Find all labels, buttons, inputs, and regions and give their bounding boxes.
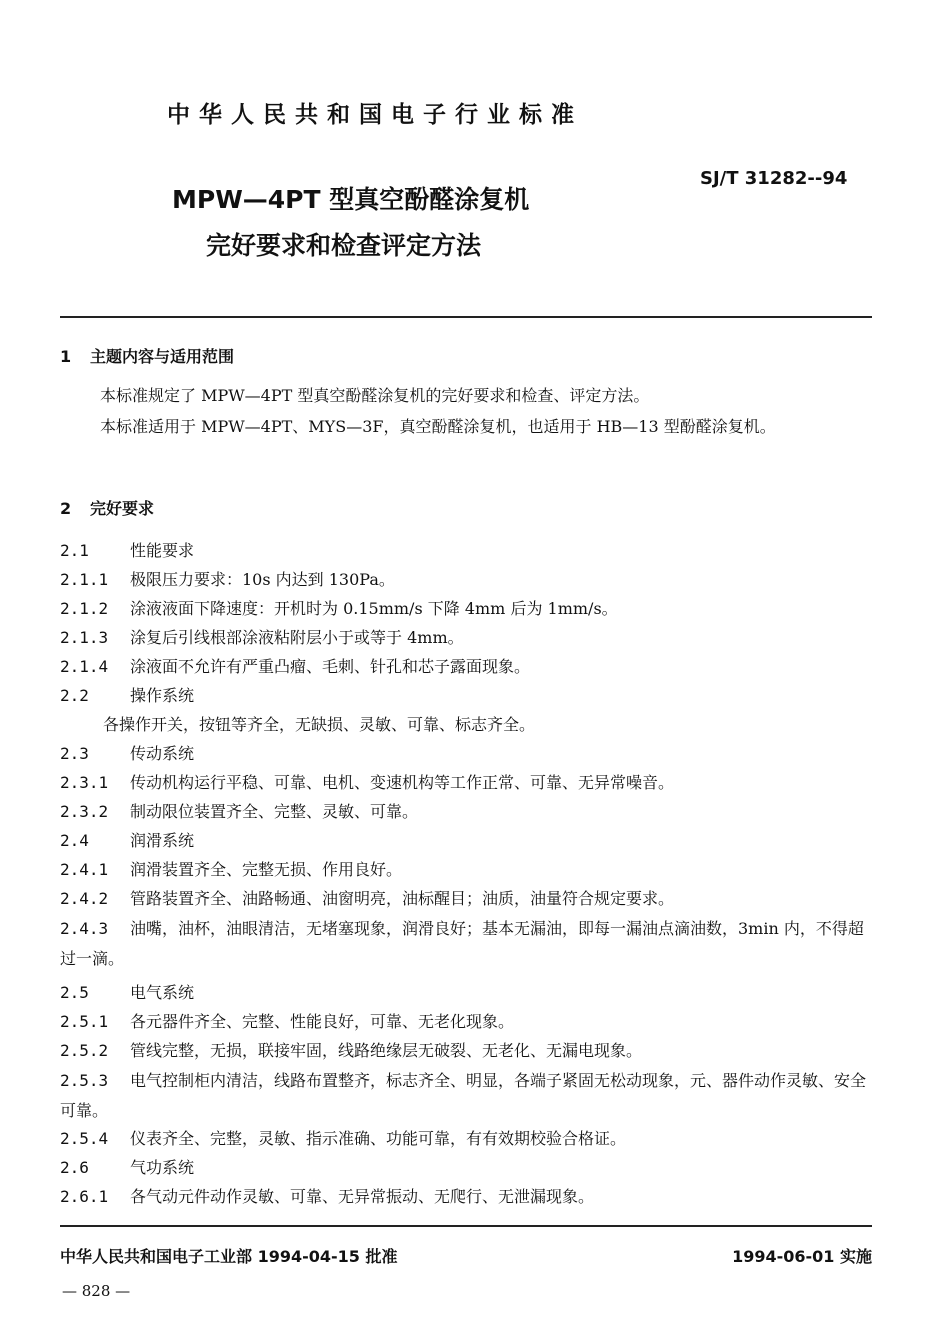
- clause-2-2-body: 各操作开关，按钮等齐全，无缺损、灵敏、可靠、标志齐全。: [103, 715, 536, 734]
- clause-2-1-3: 2.1.3 涂复后引线根部涂液粘附层小于或等于 4mm。: [60, 628, 464, 647]
- clause-2-5: 2.5 电气系统: [60, 983, 195, 1002]
- clause-2-3-1: 2.3.1 传动机构运行平稳、可靠、电机、变速机构等工作正常、可靠、无异常噪音。: [60, 773, 675, 792]
- document-title-line-1: MPW—4PT 型真空酚醛涂复机: [172, 185, 530, 214]
- clause-2-4-2: 2.4.2 管路装置齐全、油路畅通、油窗明亮，油标醒目；油质，油量符合规定要求。: [60, 889, 675, 908]
- clause-2-3: 2.3 传动系统: [60, 744, 195, 763]
- section-number: 1: [60, 347, 72, 366]
- section-title: 完好要求: [90, 499, 155, 518]
- clause-2-1-2: 2.1.2 涂液液面下降速度：开机时为 0.15mm/s 下降 4mm 后为 1mm/s。: [60, 599, 618, 618]
- clause-2-5-2: 2.5.2 管线完整，无损，联接牢固，线路绝缘层无破裂、无老化、无漏电现象。: [60, 1041, 643, 1060]
- clause-2-6-1: 2.6.1 各气动元件动作灵敏、可靠、无异常振动、无爬行、无泄漏现象。: [60, 1187, 595, 1206]
- top-rule: [60, 316, 872, 318]
- clause-2-4-3: 2.4.3 油嘴，油杯，油眼清洁，无堵塞现象，润滑良好；基本无漏油，即每一漏油点滴油数，3min 内，不得超过一滴。: [60, 919, 864, 968]
- clause-2-1-1: 2.1.1 极限压力要求：10s 内达到 130Pa。: [60, 570, 395, 589]
- section-1-heading: [60, 344, 234, 367]
- clause-2-3-2: 2.3.2 制动限位装置齐全、完整、灵敏、可靠。: [60, 802, 419, 821]
- clause-2-5-3: 2.5.3 电气控制柜内清洁，线路布置整齐，标志齐全、明显，各端子紧固无松动现象，元、器件动作灵敏、安全可靠。: [60, 1071, 867, 1120]
- clause-2-5-1: 2.5.1 各元器件齐全、完整、性能良好，可靠、无老化现象。: [60, 1012, 515, 1031]
- section-title: 主题内容与适用范围: [90, 347, 235, 366]
- approval-line: 中华人民共和国电子工业部 1994-04-15 批准: [60, 1247, 398, 1266]
- clause-2-1-4: 2.1.4 涂液面不允许有严重凸瘤、毛刺、针孔和芯子露面现象。: [60, 657, 531, 676]
- clause-2-4-1: 2.4.1 润滑装置齐全、完整无损、作用良好。: [60, 860, 403, 879]
- section-1-paragraph-1: 本标准规定了 MPW—4PT 型真空酚醛涂复机的完好要求和检查、评定方法。: [100, 386, 650, 405]
- section-number: 2: [60, 499, 72, 518]
- clause-2-2: 2.2 操作系统: [60, 686, 195, 705]
- issuing-body-header: 中华人民共和国电子行业标准: [167, 102, 583, 128]
- document-title-line-2: 完好要求和检查评定方法: [206, 231, 482, 260]
- section-2-heading: [60, 496, 154, 519]
- section-1-paragraph-2: 本标准适用于 MPW—4PT、MYS—3F，真空酚醛涂复机，也适用于 HB—13 型酚醛涂复机。: [100, 417, 776, 436]
- standard-number: SJ/T 31282--94: [700, 168, 848, 189]
- effective-date: 1994-06-01 实施: [732, 1247, 872, 1266]
- clause-2-4: 2.4 润滑系统: [60, 831, 195, 850]
- page-number: — 828 —: [62, 1282, 131, 1300]
- bottom-rule: [60, 1225, 872, 1227]
- clause-2-6: 2.6 气功系统: [60, 1158, 195, 1177]
- clause-2-1: 2.1 性能要求: [60, 541, 195, 560]
- clause-2-5-4: 2.5.4 仪表齐全、完整，灵敏、指示准确、功能可靠，有有效期校验合格证。: [60, 1129, 627, 1148]
